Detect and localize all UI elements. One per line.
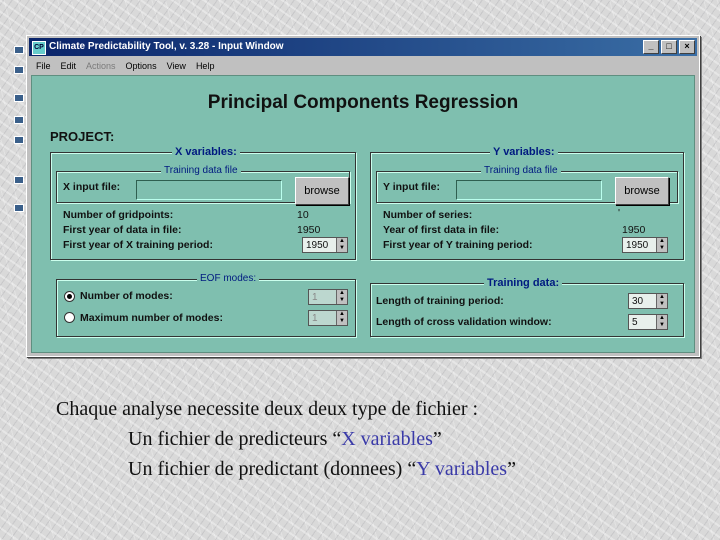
x-input-file-label: X input file: xyxy=(63,181,121,193)
training-data-title: Training data: xyxy=(484,277,562,289)
menu-view[interactable]: View xyxy=(166,61,186,71)
caption-line-3-end: ” xyxy=(507,458,516,480)
y-browse-button[interactable]: browse xyxy=(615,177,669,205)
menu-help[interactable]: Help xyxy=(195,61,215,71)
x-training-file-label: Training data file xyxy=(161,165,241,176)
x-browse-button[interactable]: browse xyxy=(295,177,349,205)
y-first-training-label: First year of Y training period: xyxy=(383,239,533,251)
number-of-modes-label: Number of modes: xyxy=(80,290,173,302)
caption-line-3 xyxy=(56,454,516,484)
app-icon: CP xyxy=(32,41,46,55)
desktop-icon xyxy=(14,94,24,102)
y-series-label: Number of series: xyxy=(383,209,473,221)
y-variables-title: Y variables: xyxy=(490,146,558,158)
menu-edit[interactable]: Edit xyxy=(60,61,77,71)
cv-window-value: 5 xyxy=(632,317,638,328)
stepper-arrows-icon[interactable]: ▲ ▼ xyxy=(656,315,667,329)
window-controls xyxy=(641,40,695,58)
x-first-training-label: First year of X training period: xyxy=(63,239,213,251)
eof-modes-title: EOF modes: xyxy=(197,273,259,284)
number-of-modes-value: 1 xyxy=(312,292,318,303)
desktop-icon xyxy=(14,176,24,184)
desktop-icon xyxy=(14,136,24,144)
y-variables-highlight: Y variables xyxy=(416,458,508,480)
caption-line-2-text: Un fichier de predicteurs “ xyxy=(128,428,342,450)
menu-actions[interactable]: Actions xyxy=(86,61,116,71)
slide-caption xyxy=(56,394,516,484)
y-input-file-label: Y input file: xyxy=(383,181,440,193)
input-panel xyxy=(31,75,695,353)
desktop-icon xyxy=(14,204,24,212)
stepper-arrows-icon[interactable]: ▲ ▼ xyxy=(656,238,667,252)
menu-file[interactable]: File xyxy=(36,61,51,71)
desktop-icon-strip xyxy=(14,36,24,356)
y-training-file-label: Training data file xyxy=(481,165,561,176)
page-title: Principal Components Regression xyxy=(207,92,519,113)
stepper-arrows-icon[interactable]: ▲ ▼ xyxy=(656,294,667,308)
caption-line-1: Chaque analyse necessite deux deux type de fichier : xyxy=(56,398,479,420)
caption-line-3-text: Un fichier de predictant (donnees) “ xyxy=(128,458,417,480)
x-first-training-stepper[interactable] xyxy=(302,237,348,253)
x-variables-highlight: X variables xyxy=(341,428,433,450)
stepper-arrows-icon[interactable]: ▲ ▼ xyxy=(336,238,347,252)
close-icon[interactable]: × xyxy=(679,40,695,54)
stepper-arrows-icon[interactable]: ▲ ▼ xyxy=(336,290,347,304)
desktop-icon xyxy=(14,116,24,124)
y-series-value: ' xyxy=(618,207,621,219)
desktop-icon xyxy=(14,46,24,54)
max-modes-radio[interactable] xyxy=(64,312,75,323)
y-input-file-field[interactable] xyxy=(456,180,602,200)
maximize-icon[interactable]: □ xyxy=(661,40,677,54)
window-title: Climate Predictability Tool, v. 3.28 - Input Window xyxy=(49,41,284,52)
caption-line-2 xyxy=(56,424,516,454)
stepper-arrows-icon[interactable]: ▲ ▼ xyxy=(336,311,347,325)
max-modes-stepper[interactable] xyxy=(308,310,348,326)
menu-bar xyxy=(31,58,695,74)
x-gridpoints-label: Number of gridpoints: xyxy=(63,209,174,221)
training-length-value: 30 xyxy=(632,296,644,307)
number-of-modes-stepper[interactable] xyxy=(308,289,348,305)
x-first-year-value: 1950 xyxy=(297,224,321,236)
eof-modes-group xyxy=(56,279,356,337)
desktop-icon xyxy=(14,66,24,74)
cv-window-stepper[interactable] xyxy=(628,314,668,330)
training-length-stepper[interactable] xyxy=(628,293,668,309)
x-first-training-value: 1950 xyxy=(306,240,329,251)
menu-options[interactable]: Options xyxy=(125,61,157,71)
y-first-training-stepper[interactable] xyxy=(622,237,668,253)
y-first-training-value: 1950 xyxy=(626,240,649,251)
project-label: PROJECT: xyxy=(50,129,115,144)
minimize-icon[interactable]: _ xyxy=(643,40,659,54)
x-first-year-label: First year of data in file: xyxy=(63,224,182,236)
y-first-year-value: 1950 xyxy=(622,224,646,236)
number-of-modes-radio[interactable] xyxy=(64,291,75,302)
cpt-input-window xyxy=(26,35,700,357)
max-modes-label: Maximum number of modes: xyxy=(80,312,223,324)
y-first-year-label: Year of first data in file: xyxy=(383,224,500,236)
x-gridpoints-value: 10 xyxy=(297,209,309,221)
caption-line-2-end: ” xyxy=(432,428,442,450)
x-input-file-field[interactable] xyxy=(136,180,282,200)
x-variables-title: X variables: xyxy=(172,146,240,158)
max-modes-value: 1 xyxy=(312,313,318,324)
training-length-label: Length of training period: xyxy=(376,295,504,307)
title-bar[interactable] xyxy=(29,38,697,56)
cv-window-label: Length of cross validation window: xyxy=(376,316,552,328)
